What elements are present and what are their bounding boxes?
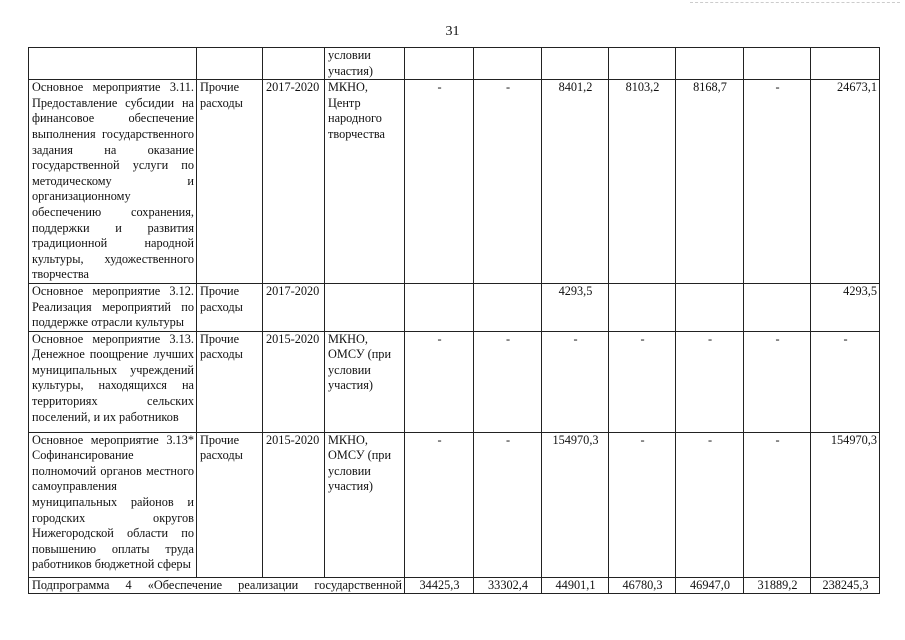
value-cell: - [542, 331, 609, 432]
value-cell: - [744, 331, 811, 432]
period: 2015-2020 [263, 432, 325, 577]
period: 2015-2020 [263, 331, 325, 432]
total-cell: 154970,3 [811, 432, 880, 577]
value-cell: - [744, 432, 811, 577]
period: 2017-2020 [263, 80, 325, 284]
value-cell [744, 48, 811, 80]
measure-description: Основное мероприятие 3.13* Софинансирование полномочий органов местного самоуправления муниципальных районов и городских округов Нижегородской области по повышению оплаты труда работников бюджетной сферы [29, 432, 197, 577]
page-number: 31 [445, 24, 460, 39]
table-row [29, 48, 880, 80]
value-cell: 154970,3 [542, 432, 609, 577]
period [263, 48, 325, 80]
total-cell: 4293,5 [811, 283, 880, 331]
value-cell: - [474, 331, 542, 432]
value-cell: 31889,2 [744, 577, 811, 594]
expense-category [197, 48, 263, 80]
value-cell: 8103,2 [609, 80, 676, 284]
table-row [29, 80, 880, 284]
measure-description: Основное мероприятие 3.13. Денежное поощрение лучших муниципальных учреждений культуры, находящихся на территориях сельских поселений, и их работников [29, 331, 197, 432]
total-cell: 238245,3 [811, 577, 880, 594]
total-cell: - [811, 331, 880, 432]
executor: МКНО, ОМСУ (при условии участия) [325, 331, 405, 432]
expense-category: Прочие расходы [197, 283, 263, 331]
value-cell: - [676, 331, 744, 432]
scan-edge-line [690, 2, 900, 3]
executor: условии участия) [325, 48, 405, 80]
subprogram-title: Подпрограмма 4 «Обеспечение реализации государственной [29, 577, 405, 594]
subprogram-row [29, 577, 880, 594]
executor: МКНО, ОМСУ (при условии участия) [325, 432, 405, 577]
value-cell: - [405, 80, 474, 284]
executor: МКНО, Центр народного творчества [325, 80, 405, 284]
value-cell: 8168,7 [676, 80, 744, 284]
value-cell [609, 48, 676, 80]
value-cell [474, 283, 542, 331]
value-cell: 34425,3 [405, 577, 474, 594]
value-cell [542, 48, 609, 80]
value-cell [405, 283, 474, 331]
value-cell: 4293,5 [542, 283, 609, 331]
total-cell [811, 48, 880, 80]
value-cell: 46947,0 [676, 577, 744, 594]
value-cell [609, 283, 676, 331]
measure-description: Основное мероприятие 3.11. Предоставление субсидии на финансовое обеспечение выполнения государственного задания на оказание государственной услуги по методическому и организационному обеспечению сохранения, поддержки и развития традиционной народной культуры, художественного творчества [29, 80, 197, 284]
total-cell: 24673,1 [811, 80, 880, 284]
value-cell: - [474, 432, 542, 577]
table-row [29, 283, 880, 331]
executor [325, 283, 405, 331]
measure-description: Основное мероприятие 3.12. Реализация мероприятий по поддержке отрасли культуры [29, 283, 197, 331]
budget-table [28, 47, 880, 594]
value-cell: - [405, 432, 474, 577]
value-cell: - [609, 432, 676, 577]
period: 2017-2020 [263, 283, 325, 331]
value-cell [474, 48, 542, 80]
value-cell [676, 283, 744, 331]
expense-category: Прочие расходы [197, 80, 263, 284]
value-cell [405, 48, 474, 80]
measure-description [29, 48, 197, 80]
value-cell: - [609, 331, 676, 432]
value-cell: - [405, 331, 474, 432]
table-row [29, 331, 880, 432]
value-cell: - [676, 432, 744, 577]
expense-category: Прочие расходы [197, 432, 263, 577]
table-row [29, 432, 880, 577]
value-cell: - [474, 80, 542, 284]
value-cell [744, 283, 811, 331]
value-cell: - [744, 80, 811, 284]
value-cell [676, 48, 744, 80]
value-cell: 8401,2 [542, 80, 609, 284]
value-cell: 44901,1 [542, 577, 609, 594]
value-cell: 46780,3 [609, 577, 676, 594]
expense-category: Прочие расходы [197, 331, 263, 432]
value-cell: 33302,4 [474, 577, 542, 594]
